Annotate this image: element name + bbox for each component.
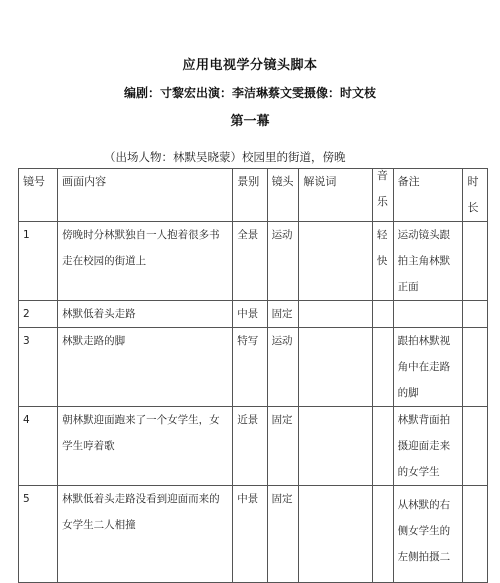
cell-camera: 运动 [267, 328, 299, 407]
header-scale: 景别 [233, 169, 267, 222]
cell-camera: 固定 [267, 407, 299, 486]
header-notes: 备注 [393, 169, 463, 222]
cell-duration [463, 222, 488, 301]
cell-shot-number: 5 [19, 486, 58, 583]
cell-scale: 中景 [233, 486, 267, 583]
cell-scale: 中景 [233, 301, 267, 328]
cell-shot-number: 1 [19, 222, 58, 301]
header-duration-char-1: 时 [467, 175, 479, 188]
header-duration [463, 169, 488, 222]
table-row [19, 328, 488, 407]
cell-music [372, 328, 393, 407]
cell-camera: 运动 [267, 222, 299, 301]
cell-notes: 林默背面拍摄迎面走来的女学生 [393, 407, 463, 486]
cell-camera: 固定 [267, 486, 299, 583]
cell-duration [463, 407, 488, 486]
cell-content: 林默低着头走路没看到迎面而来的女学生二人相撞 [58, 486, 233, 583]
cell-duration [463, 328, 488, 407]
credits-line: 编剧：寸黎宏出演：李洁琳蔡文雯摄像：时文枝 [123, 86, 376, 100]
table-header-row [19, 169, 488, 222]
cell-content: 林默走路的脚 [58, 328, 233, 407]
cell-music [372, 222, 393, 301]
cell-content: 林默低着头走路 [58, 301, 233, 328]
cell-dialogue [299, 301, 372, 328]
cell-shot-number: 2 [19, 301, 58, 328]
header-shot-number: 镜号 [19, 169, 58, 222]
header-music-char-2: 乐 [376, 195, 388, 208]
table-row [19, 407, 488, 486]
scene-note: （出场人物：林默吴晓蒙）校园里的街道，傍晚 [104, 150, 346, 164]
cell-music-char-1: 轻 [376, 229, 388, 241]
cell-shot-number: 3 [19, 328, 58, 407]
cell-music [372, 301, 393, 328]
cell-dialogue [299, 328, 372, 407]
cell-dialogue [299, 222, 372, 301]
cell-notes [393, 301, 463, 328]
table-row [19, 301, 488, 328]
cell-shot-number: 4 [19, 407, 58, 486]
header-music-char-1: 音 [376, 169, 388, 182]
cell-duration [463, 486, 488, 583]
cell-notes: 跟拍林默视角中在走路的脚 [393, 328, 463, 407]
cell-duration [463, 301, 488, 328]
cell-content: 傍晚时分林默独自一人抱着很多书走在校园的街道上 [58, 222, 233, 301]
cell-content: 朝林默迎面跑来了一个女学生，女学生哼着歌 [58, 407, 233, 486]
header-camera: 镜头 [267, 169, 299, 222]
cell-camera: 固定 [267, 301, 299, 328]
cell-dialogue [299, 486, 372, 583]
cell-notes: 运动镜头跟拍主角林默正面 [393, 222, 463, 301]
cell-scale: 近景 [233, 407, 267, 486]
cell-notes: 从林默的右侧女学生的左侧拍摄二 [393, 486, 463, 583]
cell-music-char-2: 快 [376, 255, 388, 267]
act-heading: 第一幕 [230, 114, 270, 129]
cell-music [372, 486, 393, 583]
cell-scale: 全景 [233, 222, 267, 301]
document-title: 应用电视学分镜头脚本 [182, 58, 318, 73]
header-dialogue: 解说词 [299, 169, 372, 222]
header-music [372, 169, 393, 222]
header-duration-char-2: 长 [467, 201, 479, 214]
table-row [19, 222, 488, 301]
table-row [19, 486, 488, 583]
cell-dialogue [299, 407, 372, 486]
storyboard-table [18, 168, 488, 583]
cell-music [372, 407, 393, 486]
header-content: 画面内容 [58, 169, 233, 222]
cell-scale: 特写 [233, 328, 267, 407]
